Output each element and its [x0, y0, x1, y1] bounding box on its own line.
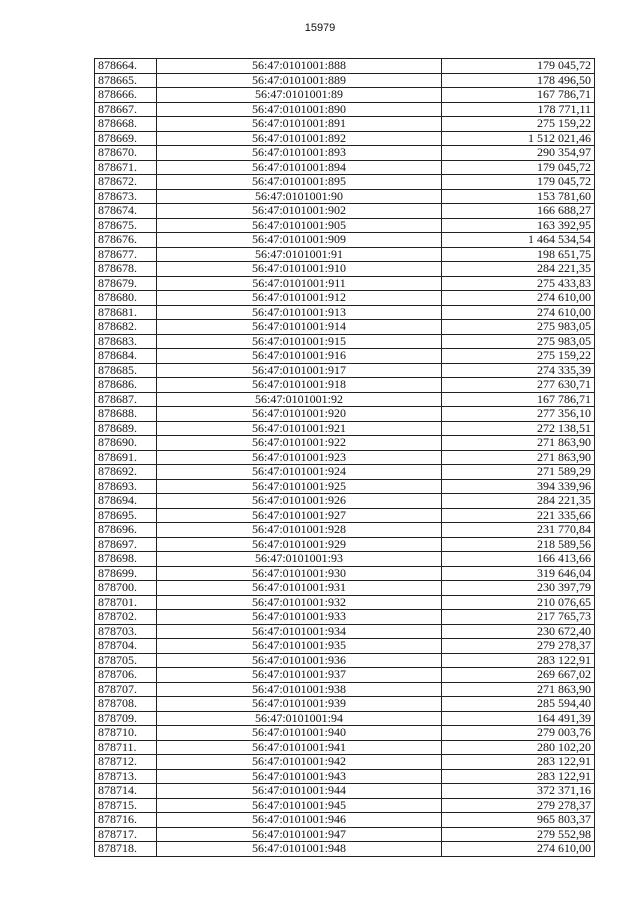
row-number-cell: 878708. — [95, 697, 157, 712]
cadastral-value-cell: 231 770,84 — [442, 523, 595, 538]
table-row — [95, 436, 595, 451]
row-number-cell: 878667. — [95, 102, 157, 117]
table-row — [95, 566, 595, 581]
cadastral-value-cell: 274 610,00 — [442, 291, 595, 306]
row-number-cell: 878679. — [95, 276, 157, 291]
table-row — [95, 465, 595, 480]
row-number-cell: 878716. — [95, 813, 157, 828]
cadastral-number-cell: 56:47:0101001:895 — [157, 175, 442, 190]
cadastral-number-cell: 56:47:0101001:914 — [157, 320, 442, 335]
cadastral-value-cell: 179 045,72 — [442, 160, 595, 175]
table-row — [95, 624, 595, 639]
table-row — [95, 508, 595, 523]
cadastral-number-cell: 56:47:0101001:91 — [157, 247, 442, 262]
row-number-cell: 878665. — [95, 73, 157, 88]
table-row — [95, 146, 595, 161]
table-row — [95, 740, 595, 755]
row-number-cell: 878700. — [95, 581, 157, 596]
cadastral-value-cell: 280 102,20 — [442, 740, 595, 755]
row-number-cell: 878718. — [95, 842, 157, 857]
cadastral-number-cell: 56:47:0101001:940 — [157, 726, 442, 741]
cadastral-value-cell: 217 765,73 — [442, 610, 595, 625]
row-number-cell: 878680. — [95, 291, 157, 306]
cadastral-number-cell: 56:47:0101001:89 — [157, 88, 442, 103]
table-row — [95, 247, 595, 262]
table-row — [95, 73, 595, 88]
row-number-cell: 878699. — [95, 566, 157, 581]
table-row — [95, 262, 595, 277]
cadastral-value-cell: 166 688,27 — [442, 204, 595, 219]
cadastral-number-cell: 56:47:0101001:910 — [157, 262, 442, 277]
cadastral-value-cell: 274 335,39 — [442, 363, 595, 378]
table-row — [95, 218, 595, 233]
row-number-cell: 878678. — [95, 262, 157, 277]
cadastral-value-cell: 279 552,98 — [442, 827, 595, 842]
row-number-cell: 878688. — [95, 407, 157, 422]
cadastral-number-cell: 56:47:0101001:923 — [157, 450, 442, 465]
cadastral-number-cell: 56:47:0101001:943 — [157, 769, 442, 784]
cadastral-value-cell: 372 371,16 — [442, 784, 595, 799]
cadastral-number-cell: 56:47:0101001:930 — [157, 566, 442, 581]
cadastral-number-cell: 56:47:0101001:926 — [157, 494, 442, 509]
table-row — [95, 392, 595, 407]
row-number-cell: 878713. — [95, 769, 157, 784]
table-row — [95, 189, 595, 204]
cadastral-number-cell: 56:47:0101001:924 — [157, 465, 442, 480]
row-number-cell: 878670. — [95, 146, 157, 161]
row-number-cell: 878677. — [95, 247, 157, 262]
table-row — [95, 798, 595, 813]
table-row — [95, 276, 595, 291]
cadastral-number-cell: 56:47:0101001:925 — [157, 479, 442, 494]
row-number-cell: 878709. — [95, 711, 157, 726]
cadastral-value-cell: 1 512 021,46 — [442, 131, 595, 146]
cadastral-value-cell: 965 803,37 — [442, 813, 595, 828]
row-number-cell: 878664. — [95, 59, 157, 74]
row-number-cell: 878710. — [95, 726, 157, 741]
table-row — [95, 813, 595, 828]
cadastral-number-cell: 56:47:0101001:936 — [157, 653, 442, 668]
cadastral-value-cell: 269 667,02 — [442, 668, 595, 683]
row-number-cell: 878669. — [95, 131, 157, 146]
row-number-cell: 878684. — [95, 349, 157, 364]
cadastral-value-cell: 167 786,71 — [442, 88, 595, 103]
cadastral-value-cell: 275 983,05 — [442, 320, 595, 335]
cadastral-value-cell: 283 122,91 — [442, 653, 595, 668]
table-row — [95, 378, 595, 393]
row-number-cell: 878693. — [95, 479, 157, 494]
cadastral-value-cell: 394 339,96 — [442, 479, 595, 494]
table-body — [95, 59, 595, 857]
table-row — [95, 160, 595, 175]
cadastral-number-cell: 56:47:0101001:893 — [157, 146, 442, 161]
cadastral-number-cell: 56:47:0101001:921 — [157, 421, 442, 436]
cadastral-value-cell: 1 464 534,54 — [442, 233, 595, 248]
row-number-cell: 878694. — [95, 494, 157, 509]
table-row — [95, 639, 595, 654]
row-number-cell: 878686. — [95, 378, 157, 393]
table-row — [95, 421, 595, 436]
cadastral-number-cell: 56:47:0101001:912 — [157, 291, 442, 306]
row-number-cell: 878668. — [95, 117, 157, 132]
table-row — [95, 291, 595, 306]
cadastral-number-cell: 56:47:0101001:917 — [157, 363, 442, 378]
cadastral-number-cell: 56:47:0101001:915 — [157, 334, 442, 349]
cadastral-value-cell: 279 003,76 — [442, 726, 595, 741]
row-number-cell: 878711. — [95, 740, 157, 755]
row-number-cell: 878697. — [95, 537, 157, 552]
cadastral-value-cell: 271 863,90 — [442, 682, 595, 697]
table-row — [95, 552, 595, 567]
cadastral-number-cell: 56:47:0101001:947 — [157, 827, 442, 842]
page-number: 15979 — [304, 22, 336, 34]
table-row — [95, 610, 595, 625]
table-row — [95, 668, 595, 683]
table-row — [95, 349, 595, 364]
table-row — [95, 784, 595, 799]
cadastral-number-cell: 56:47:0101001:933 — [157, 610, 442, 625]
cadastral-value-cell: 166 413,66 — [442, 552, 595, 567]
cadastral-number-cell: 56:47:0101001:918 — [157, 378, 442, 393]
table-row — [95, 842, 595, 857]
row-number-cell: 878704. — [95, 639, 157, 654]
cadastral-value-cell: 279 278,37 — [442, 798, 595, 813]
table-row — [95, 363, 595, 378]
cadastral-number-cell: 56:47:0101001:944 — [157, 784, 442, 799]
row-number-cell: 878715. — [95, 798, 157, 813]
cadastral-value-cell: 277 356,10 — [442, 407, 595, 422]
cadastral-number-cell: 56:47:0101001:935 — [157, 639, 442, 654]
row-number-cell: 878674. — [95, 204, 157, 219]
cadastral-value-cell: 277 630,71 — [442, 378, 595, 393]
cadastral-number-cell: 56:47:0101001:937 — [157, 668, 442, 683]
table-row — [95, 494, 595, 509]
table-row — [95, 697, 595, 712]
cadastral-number-cell: 56:47:0101001:902 — [157, 204, 442, 219]
table-row — [95, 726, 595, 741]
cadastral-value-cell: 230 397,79 — [442, 581, 595, 596]
cadastral-number-cell: 56:47:0101001:916 — [157, 349, 442, 364]
row-number-cell: 878673. — [95, 189, 157, 204]
row-number-cell: 878689. — [95, 421, 157, 436]
row-number-cell: 878666. — [95, 88, 157, 103]
cadastral-value-cell: 179 045,72 — [442, 175, 595, 190]
cadastral-value-cell: 275 433,83 — [442, 276, 595, 291]
table-row — [95, 595, 595, 610]
table-row — [95, 131, 595, 146]
row-number-cell: 878714. — [95, 784, 157, 799]
table-row — [95, 653, 595, 668]
table-row — [95, 102, 595, 117]
cadastral-value-cell: 272 138,51 — [442, 421, 595, 436]
row-number-cell: 878712. — [95, 755, 157, 770]
cadastral-value-cell: 284 221,35 — [442, 262, 595, 277]
row-number-cell: 878687. — [95, 392, 157, 407]
cadastral-number-cell: 56:47:0101001:922 — [157, 436, 442, 451]
table-row — [95, 175, 595, 190]
row-number-cell: 878671. — [95, 160, 157, 175]
cadastral-number-cell: 56:47:0101001:93 — [157, 552, 442, 567]
cadastral-number-cell: 56:47:0101001:934 — [157, 624, 442, 639]
cadastral-value-cell: 274 610,00 — [442, 305, 595, 320]
cadastral-value-cell: 167 786,71 — [442, 392, 595, 407]
cadastral-number-cell: 56:47:0101001:938 — [157, 682, 442, 697]
cadastral-number-cell: 56:47:0101001:92 — [157, 392, 442, 407]
row-number-cell: 878698. — [95, 552, 157, 567]
cadastral-value-cell: 218 589,56 — [442, 537, 595, 552]
cadastral-value-cell: 283 122,91 — [442, 755, 595, 770]
table-row — [95, 682, 595, 697]
cadastral-number-cell: 56:47:0101001:939 — [157, 697, 442, 712]
cadastral-number-cell: 56:47:0101001:929 — [157, 537, 442, 552]
row-number-cell: 878703. — [95, 624, 157, 639]
cadastral-value-cell: 198 651,75 — [442, 247, 595, 262]
cadastral-number-cell: 56:47:0101001:913 — [157, 305, 442, 320]
table-row — [95, 479, 595, 494]
row-number-cell: 878672. — [95, 175, 157, 190]
cadastral-number-cell: 56:47:0101001:941 — [157, 740, 442, 755]
cadastral-value-table — [94, 58, 595, 857]
table-row — [95, 827, 595, 842]
cadastral-value-cell: 271 863,90 — [442, 450, 595, 465]
cadastral-value-cell: 271 589,29 — [442, 465, 595, 480]
row-number-cell: 878705. — [95, 653, 157, 668]
row-number-cell: 878692. — [95, 465, 157, 480]
cadastral-number-cell: 56:47:0101001:945 — [157, 798, 442, 813]
cadastral-value-cell: 285 594,40 — [442, 697, 595, 712]
table-row — [95, 334, 595, 349]
row-number-cell: 878675. — [95, 218, 157, 233]
table-row — [95, 305, 595, 320]
cadastral-value-cell: 275 983,05 — [442, 334, 595, 349]
cadastral-value-cell: 319 646,04 — [442, 566, 595, 581]
row-number-cell: 878682. — [95, 320, 157, 335]
table-row — [95, 117, 595, 132]
cadastral-number-cell: 56:47:0101001:890 — [157, 102, 442, 117]
cadastral-number-cell: 56:47:0101001:942 — [157, 755, 442, 770]
cadastral-value-cell: 163 392,95 — [442, 218, 595, 233]
row-number-cell: 878685. — [95, 363, 157, 378]
table-row — [95, 769, 595, 784]
cadastral-number-cell: 56:47:0101001:948 — [157, 842, 442, 857]
cadastral-value-cell: 153 781,60 — [442, 189, 595, 204]
table-row — [95, 59, 595, 74]
cadastral-number-cell: 56:47:0101001:888 — [157, 59, 442, 74]
cadastral-value-cell: 275 159,22 — [442, 117, 595, 132]
table-row — [95, 537, 595, 552]
cadastral-value-cell: 179 045,72 — [442, 59, 595, 74]
row-number-cell: 878717. — [95, 827, 157, 842]
row-number-cell: 878701. — [95, 595, 157, 610]
row-number-cell: 878696. — [95, 523, 157, 538]
table-row — [95, 755, 595, 770]
table-row — [95, 581, 595, 596]
cadastral-value-cell: 271 863,90 — [442, 436, 595, 451]
cadastral-value-cell: 275 159,22 — [442, 349, 595, 364]
row-number-cell: 878690. — [95, 436, 157, 451]
row-number-cell: 878683. — [95, 334, 157, 349]
cadastral-value-cell: 210 076,65 — [442, 595, 595, 610]
row-number-cell: 878681. — [95, 305, 157, 320]
table-row — [95, 233, 595, 248]
cadastral-value-cell: 230 672,40 — [442, 624, 595, 639]
cadastral-value-cell: 290 354,97 — [442, 146, 595, 161]
row-number-cell: 878695. — [95, 508, 157, 523]
cadastral-number-cell: 56:47:0101001:911 — [157, 276, 442, 291]
table-row — [95, 320, 595, 335]
cadastral-value-cell: 283 122,91 — [442, 769, 595, 784]
cadastral-number-cell: 56:47:0101001:920 — [157, 407, 442, 422]
row-number-cell: 878707. — [95, 682, 157, 697]
row-number-cell: 878676. — [95, 233, 157, 248]
table-row — [95, 450, 595, 465]
cadastral-number-cell: 56:47:0101001:892 — [157, 131, 442, 146]
table-row — [95, 407, 595, 422]
table-row — [95, 523, 595, 538]
table-row — [95, 204, 595, 219]
row-number-cell: 878691. — [95, 450, 157, 465]
cadastral-value-cell: 164 491,39 — [442, 711, 595, 726]
cadastral-number-cell: 56:47:0101001:905 — [157, 218, 442, 233]
cadastral-value-cell: 178 496,50 — [442, 73, 595, 88]
cadastral-value-cell: 279 278,37 — [442, 639, 595, 654]
table-row — [95, 711, 595, 726]
cadastral-number-cell: 56:47:0101001:90 — [157, 189, 442, 204]
row-number-cell: 878706. — [95, 668, 157, 683]
cadastral-number-cell: 56:47:0101001:946 — [157, 813, 442, 828]
cadastral-number-cell: 56:47:0101001:889 — [157, 73, 442, 88]
cadastral-number-cell: 56:47:0101001:94 — [157, 711, 442, 726]
cadastral-number-cell: 56:47:0101001:909 — [157, 233, 442, 248]
cadastral-number-cell: 56:47:0101001:932 — [157, 595, 442, 610]
cadastral-number-cell: 56:47:0101001:931 — [157, 581, 442, 596]
cadastral-number-cell: 56:47:0101001:928 — [157, 523, 442, 538]
cadastral-number-cell: 56:47:0101001:927 — [157, 508, 442, 523]
cadastral-value-cell: 274 610,00 — [442, 842, 595, 857]
table-row — [95, 88, 595, 103]
cadastral-number-cell: 56:47:0101001:894 — [157, 160, 442, 175]
cadastral-number-cell: 56:47:0101001:891 — [157, 117, 442, 132]
cadastral-value-cell: 221 335,66 — [442, 508, 595, 523]
cadastral-value-cell: 284 221,35 — [442, 494, 595, 509]
row-number-cell: 878702. — [95, 610, 157, 625]
cadastral-value-cell: 178 771,11 — [442, 102, 595, 117]
